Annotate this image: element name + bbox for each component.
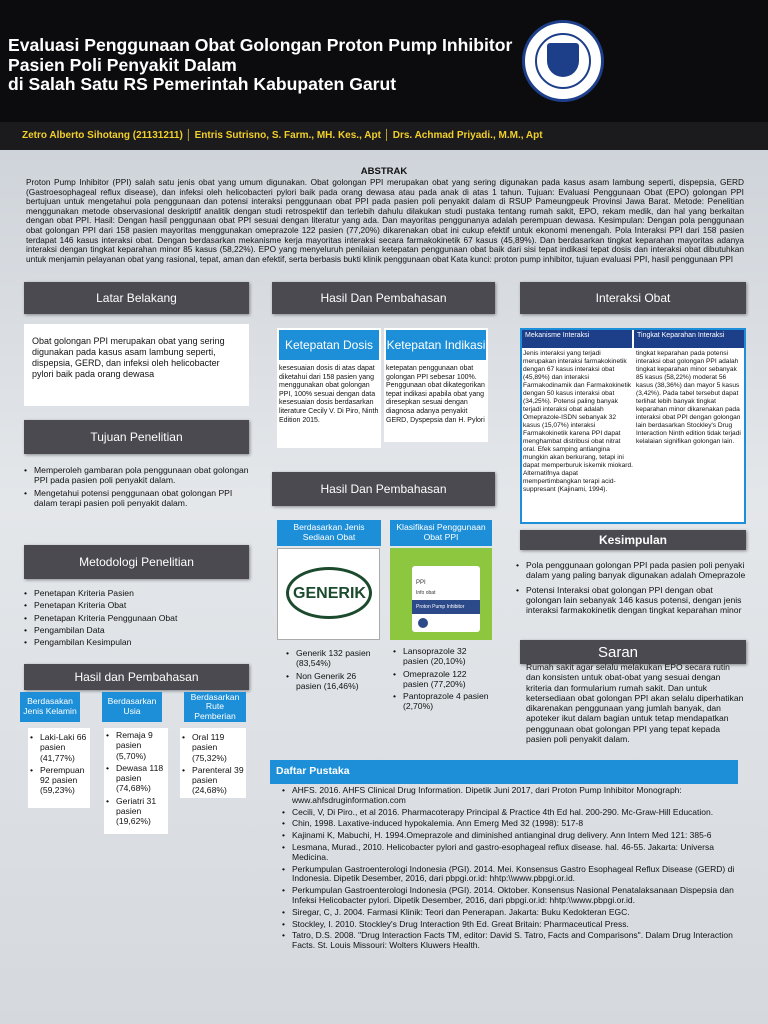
dosis-text: kesesuaian dosis di atas dapat diketahui dari 158 pasien yang menggunakan obat golongan PPI, 100% sesuai dengan data kesesuaian dosis berdasarkan literature Cecily V. Di Piro, Ninth Edition 2015. — [279, 365, 379, 424]
ppi-pack-image — [390, 548, 492, 640]
pill-pack-icon — [412, 566, 480, 632]
sediaan-list — [286, 648, 382, 693]
sediaan-label: Berdasarkan Jenis Sediaan Obat — [277, 520, 381, 546]
list-item: • Lansoprazole 32 pasien (20,10%) — [393, 646, 493, 667]
list-item: • Chin, 1998. Laxative-induced hypokalemia. Ann Emerg Med 32 (1998): 517-8 — [282, 819, 742, 829]
list-item: • Penetapan Kriteria Obat — [24, 600, 249, 610]
abstract-title: ABSTRAK — [360, 166, 408, 177]
list-item: • Parenteral 39 pasien (24,68%) — [182, 765, 244, 796]
saran-text: Rumah sakit agar selalu melakukan EPO secara rutin dan konsisten untuk obat-obat yang sesuai dengan kriteria dan formularium rumah sakit. Dan untuk ketersediaan obat golongan PPI akan selalu diperhatikan dikarenakan penggunaan yang jumlah banyak, dan apoteker ikut dalam bagian untuk tetap mendapatkan penggunaan obat golongan PPI yang tepat kepada pasien poli penyakit dalam. — [526, 662, 744, 745]
klasifikasi-list — [393, 646, 493, 714]
list-item: • Memperoleh gambaran pola penggunaan obat golongan PPI pada pasien poli penyakit dalam. — [24, 465, 249, 486]
list-item: • AHFS. 2016. AHFS Clinical Drug Information. Dipetik Juni 2017, dari Proton Pump Inhibitor Monograph: www.ahfsdruginformation.com — [282, 786, 742, 806]
usia-label: Berdasarkan Usia — [102, 692, 162, 722]
title-line-1: Evaluasi Penggunaan Obat Golongan Proton Pump Inhibitor — [8, 35, 513, 55]
list-item: • Geriatri 31 pasien (19,62%) — [106, 796, 166, 827]
title-line-2: Pasien Poli Penyakit Dalam — [8, 54, 237, 75]
kelamin-list — [30, 732, 90, 798]
hasil-left-heading: Hasil dan Pembahasan — [24, 664, 249, 690]
list-item: • Perkumpulan Gastroenterologi Indonesia (PGI). 2014. Mei. Konsensus Gastro Esophageal Reflux Disease (GERD) di Indonesia. Dipetik Desember, 2016, dari pbpgi.or.id: hhtp:\\www.pbpgi.or.id. — [282, 865, 742, 885]
list-item: • Potensi Interaksi obat golongan PPI dengan obat golongan lain sebanyak 146 kasus potensi, dengan jenis interaksi farmakokinetik dengan tingkat keparahan minor — [516, 585, 746, 616]
tujuan-list — [24, 465, 249, 510]
list-item: • Pengambilan Kesimpulan — [24, 637, 249, 647]
generik-logo — [277, 548, 380, 640]
seal-shield — [547, 43, 579, 77]
kesimpulan-heading: Kesimpulan — [520, 530, 746, 550]
list-item: • Cecili, V, Di Piro., et al 2016. Pharmacoterapy Principal & Practice 4th Ed hal. 200-290. Mc-Graw-Hill Education. — [282, 808, 742, 818]
interaksi-col1-text: Jenis interaksi yang terjadi merupakan interaksi farmakokinetik dengan 67 kasus interaksi obat (45,89%) dan interaksi Farmakodinamik dan Farmakokinetik dengan 50 kasus interaksi obat (34,25%). Potensi paling banyak terjadi interaksi obat adalah Omeprazole-ISDN sebanyak 32 kasus (15,07%) interaksi Farmakokinetik karena PPI dapat menghambat distribusi obat nitrat oral. Efek samping antiangina mungkin akan berkurang, tetapi ini dapat memperburuk iskemik miokard. Alternatifnya dapat mempertimbangkan terapi acid-suppresant (Kajinami, 1994). — [523, 350, 633, 493]
list-item: • Dewasa 118 pasien (74,68%) — [106, 763, 166, 794]
list-item: • Pantoprazole 4 pasien (2,70%) — [393, 691, 493, 712]
list-item: • Penetapan Kriteria Pasien — [24, 588, 249, 598]
poster-title — [8, 36, 528, 95]
poster-header — [0, 0, 768, 122]
list-item: • Remaja 9 pasien (5,70%) — [106, 730, 166, 761]
university-seal-icon — [522, 20, 604, 102]
pustaka-list — [282, 786, 742, 953]
list-item: • Kajinami K, Mabuchi, H. 1994.Omeprazole and diminished antianginal drug delivery. Ann Intern Med 121: 385-6 — [282, 831, 742, 841]
generik-word: GENERIK — [293, 585, 366, 602]
rute-list — [182, 732, 244, 798]
hasil-mid1-heading: Hasil Dan Pembahasan — [272, 282, 495, 314]
hasil-mid2-heading: Hasil Dan Pembahasan — [272, 472, 495, 506]
list-item: • Stockley, I. 2010. Stockley's Drug Interaction 9th Ed. Great Britain: Pharmaceutical Press. — [282, 920, 742, 930]
list-item: • Perkumpulan Gastroenterologi Indonesia (PGI). 2014. Oktober. Konsensus Nasional Penatalaksanaan Dispepsia dan Infeksi Helicobacter pylori. Dipetik Desember, 2016, dari pbpgi.or.id: hhtp:\\www.pbpgi.or.id. — [282, 886, 742, 906]
abstract-text: Proton Pump Inhibitor (PPI) salah satu jenis obat yang umum digunakan. Obat golongan PPI merupakan obat yang sering digunakan pada kasus asam lambung seperti, dispepsia, GERD (Gastroesophageal reflux disease), dan infeksi oleh helicobacteri pylori baik pada orang dewasa atau pada anak di atas 1 tahun. Tujuan: Evaluasi Penggunaan Obat (EPO) golongan PPI bertujuan untuk mengetahui pola penggunaan dan potensi interaksi penggunaan obat PPI pada pasien poli penyakit dalam di RSUP Pameungpeuk Provinsi Jawa Barat. Metode: Penelitian menggunakan metode observasional deskriptif analitik dengan studi retrospektif dan terlebih dahulu dilakukan studi pustaka tentang rumah sakit, EPO, rekam medik, dan hal yang berkaitan dengan obat PPI. Hasil: Dengan hasil penggunaan obat PPI sesuai dengan literatur yang ada. Dan mayoritas penggunanya adalah perempuan dewasa. Kesimpulan: Dengan pola penggunaan obat golongan PPI dari 158 pasien mayoritas menggunakan omeprazole 122 pasien (77,20%) dikarenakan obat ini cukup efektif untuk ekonomi menengah. Pola Interaksi PPI dari 158 pasien terdapat 146 kasus interaksi obat. Dengan berdasarkan mekanisme kerja mayoritas interaksi secara farmakokinetik 67 kasus (45,89%). Dan berdasarkan tingkat keparahan mayoritas adanya interaksi dengan tingkat keparahan minor 85 kasus (58,22%). EPO yang menyeluruh penilaian ketepatan penggunaan obat baik dari sisi tepat indikasi tepat dosis dan interaksi obat dibutuhkan untuk menjamin pelayanan obat yang rasional, tepat, aman dan efektif, serta berbasis bukti klinik penggunaan obat Kata kunci: proton pump inhibitor, tujuan evaluasi PPI, hasil penggunaan PPI — [26, 177, 744, 264]
kesimpulan-list — [516, 560, 746, 617]
latar-text: Obat golongan PPI merupakan obat yang sering digunakan pada kasus asam lambung seperti, dispepsia, GERD, dan infeksi oleh helicobacter pylori baik pada orang dewasa — [32, 336, 225, 379]
pack-dot — [418, 618, 428, 628]
list-item: • Pengambilan Data — [24, 625, 249, 635]
metodologi-list — [24, 588, 249, 649]
list-item: • Tatro, D.S. 2008. "Drug Interaction Facts TM, editor: David S. Tatro, Facts and Comparisons". Dalam Drug Interaction Facts. St. Louis Missouri: Wolters Kluwers Health. — [282, 931, 742, 951]
list-item: • Non Generik 26 pasien (16,46%) — [286, 671, 382, 692]
pack-info: Info obat — [416, 590, 436, 596]
interaksi-col1-head: Mekanisme Interaksi — [522, 330, 632, 348]
title-line-3: di Salah Satu RS Pemerintah Kabupaten Garut — [8, 74, 397, 94]
list-item: • Mengetahui potensi penggunaan obat golongan PPI dalam terapi pasien poli penyakit dalam. — [24, 488, 249, 509]
authors-bar: Zetro Alberto Sihotang (21131211) │ Entris Sutrisno, S. Farm., MH. Kes., Apt │ Drs. Achmad Priyadi., M.M., Apt — [0, 122, 768, 150]
pack-label: PPI — [416, 580, 426, 586]
interaksi-heading: Interaksi Obat — [520, 282, 746, 314]
usia-list — [106, 730, 166, 829]
dosis-label: Ketepatan Dosis — [277, 328, 381, 362]
list-item: • Generik 132 pasien (83,54%) — [286, 648, 382, 669]
interaksi-col2-text: tingkat keparahan pada potensi interaksi obat golongan PPI adalah tingkat keparahan minor sebanyak 85 kasus (58,22%) moderat 56 kasus (38,36%) dan mayor 5 kasus (3,42%). Pada tabel tersebut dapat terlihat lebih banyak tingkat keparahan minor dikarenakan pada interaksi obat PPI dengan golongan lain berdasarkan Stockley's Drug Interaction Ninth edition tidak terjadi kelalaian signifikan golongan lain. — [636, 350, 741, 445]
list-item: • Oral 119 pasien (75,32%) — [182, 732, 244, 763]
list-item: • Perempuan 92 pasien (59,23%) — [30, 765, 90, 796]
saran-heading: Saran — [520, 640, 746, 664]
rute-label: Berdasarkan Rute Pemberian — [184, 692, 246, 722]
latar-heading: Latar Belakang — [24, 282, 249, 314]
list-item: • Penetapan Kriteria Penggunaan Obat — [24, 613, 249, 623]
indikasi-text: ketepatan penggunaan obat golongan PPI sebesar 100%. Penggunaan obat dikategorikan tepat indikasi apabila obat yang diresepkan sesuai dengan diagnosa adanya penyakit GERD, Dyspepsia dan H. Pylori — [386, 365, 485, 424]
pack-name: Proton Pump Inhibitor — [416, 604, 465, 610]
indikasi-label: Ketepatan Indikasi — [384, 328, 488, 362]
list-item: • Lesmana, Murad., 2010. Helicobacter pylori and gastro-esophageal reflux disease. hal. 46-55. Jakarta: Universa Medicina. — [282, 843, 742, 863]
list-item: • Omeprazole 122 pasien (77,20%) — [393, 669, 493, 690]
list-item: • Laki-Laki 66 pasien (41,77%) — [30, 732, 90, 763]
interaksi-col2-head: Tingkat Keparahan Interaksi — [634, 330, 744, 348]
klasifikasi-label: Klasifikasi Penggunaan Obat PPI — [390, 520, 492, 546]
list-item: • Siregar, C, J. 2004. Farmasi Klinik: Teori dan Penerapan. Jakarta: Buku Kedokteran EGC. — [282, 908, 742, 918]
tujuan-heading: Tujuan Penelitian — [24, 420, 249, 454]
metodologi-heading: Metodologi Penelitian — [24, 545, 249, 579]
list-item: • Pola penggunaan golongan PPI pada pasien poli penyaki dalam yang paling banyak digunakan adalah Omeprazole — [516, 560, 746, 581]
pustaka-heading: Daftar Pustaka — [270, 760, 738, 784]
kelamin-label: Berdasakan Jenis Kelamin — [20, 692, 80, 722]
